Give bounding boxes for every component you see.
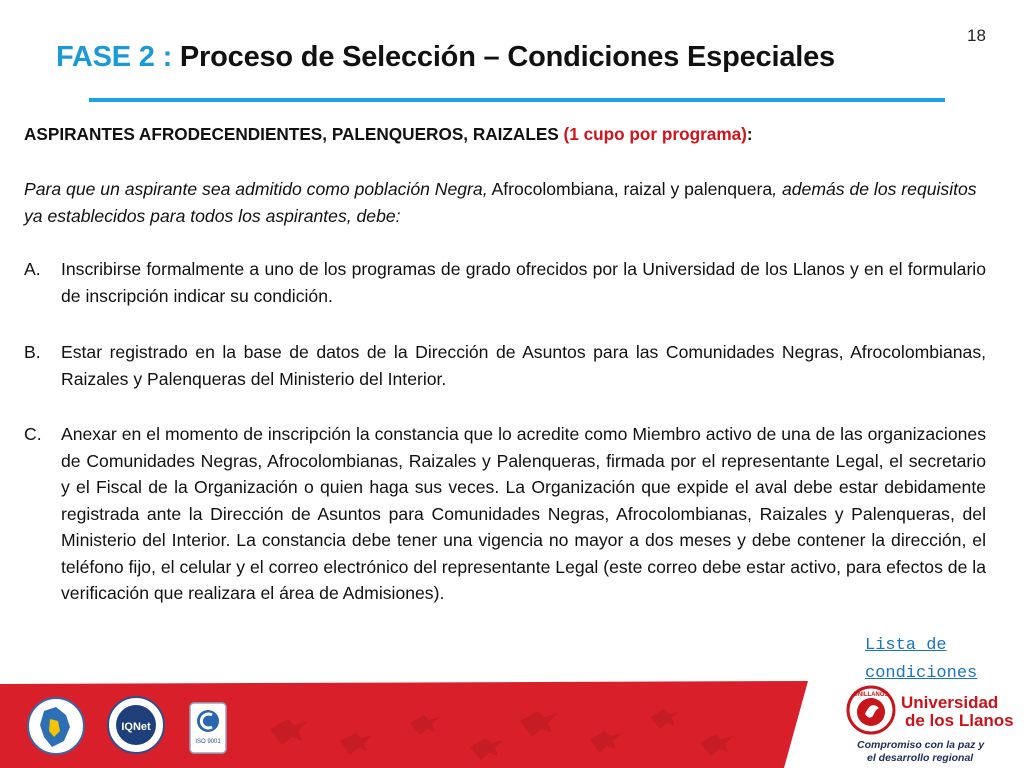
requirement-text: Estar registrado en la base de datos de la Dirección de Asuntos para las Comunidades Negras, Afrocolombianas, Raizales y Palenqueras del Ministerio del Interior. bbox=[61, 342, 986, 389]
link-line2[interactable]: condiciones bbox=[865, 664, 978, 683]
requirement-letter: C. bbox=[24, 424, 42, 444]
slogan-line2: el desarrollo regional bbox=[867, 752, 974, 764]
requirement-b bbox=[24, 339, 986, 392]
requirement-letter: B. bbox=[24, 342, 41, 362]
slogan-line1: Compromiso con la paz y bbox=[857, 739, 985, 751]
iso-label: ISO 9001 bbox=[195, 739, 221, 745]
iso-seal-icon bbox=[190, 703, 226, 753]
requirement-letter: A. bbox=[24, 259, 41, 279]
requirement-a bbox=[24, 256, 986, 309]
requirement-text: Anexar en el momento de inscripción la constancia que lo acredite como Miembro activo de una de las organizaciones de Comunidades Negras, Afrocolombianas, Raizales y Palenqueras, firmada por el representante Legal, el secretario y el Fiscal de la Organización o quien haga sus veces. La Organización que expide el aval debe estar debidamente registrada ante la Dirección de Asuntos para Comunidades Negras, Afrocolombianas, Raizales y Palenqueras, del Ministerio del Interior. La constancia debe tener una vigencia no mayor a dos meses y debe contener la dirección, el teléfono fijo, el celular y el correo electrónico del representante Legal (este correo debe estar activo, para efectos de la verificación que realizara el área de Admisiones). bbox=[61, 424, 986, 603]
intro-part3: , además de los requisitos ya establecidos para todos los aspirantes, debe: bbox=[24, 179, 977, 226]
intro-paragraph bbox=[24, 176, 984, 230]
title-phase: FASE 2 : bbox=[56, 41, 173, 73]
colombia-map-seal-icon bbox=[28, 698, 84, 754]
title-main: Proceso de Selección – Condiciones Especiales bbox=[172, 41, 835, 73]
university-name-line2: de los Llanos bbox=[905, 711, 1014, 730]
certification-seal-icon bbox=[108, 697, 164, 753]
unillanos-seal-icon bbox=[848, 687, 894, 733]
university-name-line1: Universidad bbox=[901, 693, 999, 712]
seal-text: UNILLANOS bbox=[853, 692, 889, 698]
section-heading bbox=[24, 124, 753, 145]
intro-part1: Para que un aspirante sea admitido como población Negra, bbox=[24, 179, 488, 199]
quota-note: (1 cupo por programa) bbox=[563, 124, 747, 144]
section-heading-main: ASPIRANTES AFRODECENDIENTES, PALENQUEROS, RAIZALES bbox=[24, 124, 564, 144]
intro-part2: Afrocolombiana, raizal y palenquera bbox=[487, 179, 773, 199]
requirement-c bbox=[24, 421, 986, 607]
section-heading-suffix: : bbox=[746, 124, 753, 144]
slide-number: 18 bbox=[967, 26, 986, 45]
conditions-list-link[interactable] bbox=[865, 632, 1015, 688]
title-underline bbox=[89, 98, 945, 102]
page-title bbox=[56, 41, 996, 74]
link-line1[interactable]: Lista de bbox=[865, 636, 947, 655]
university-logo bbox=[845, 684, 1023, 768]
requirement-text: Inscribirse formalmente a uno de los programas de grado ofrecidos por la Universidad de los Llanos y en el formulario de inscripción indicar su condición. bbox=[61, 259, 986, 306]
certification-label: IQNet bbox=[121, 721, 151, 733]
